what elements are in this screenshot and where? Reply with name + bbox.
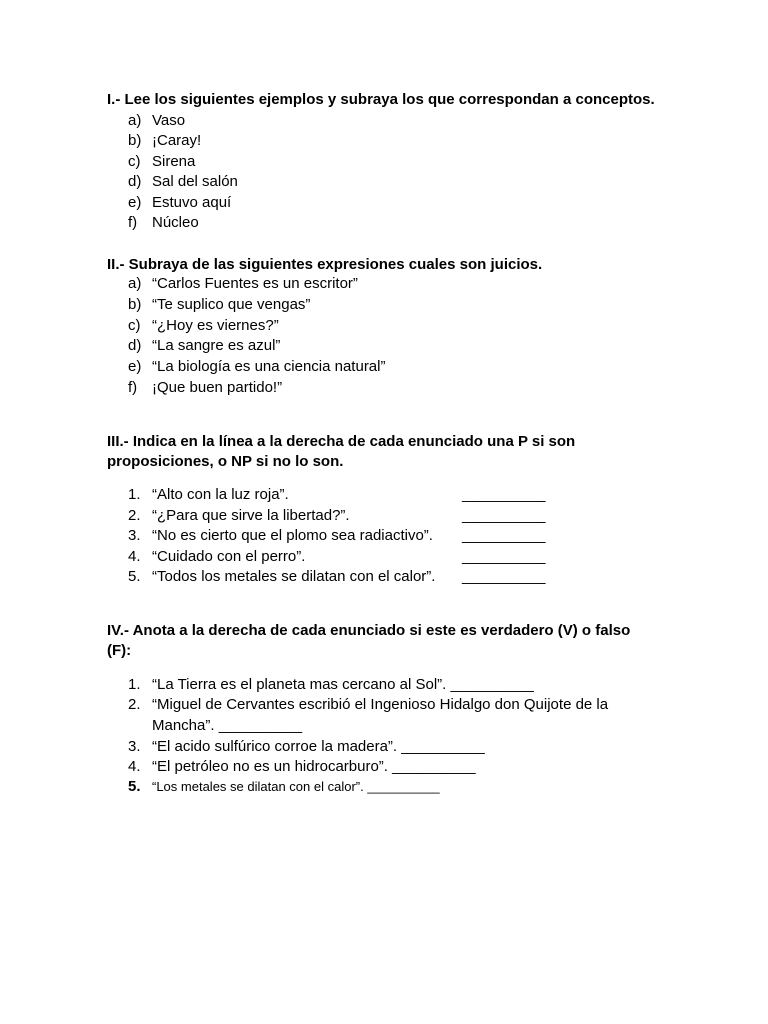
list-marker: 5. — [128, 568, 141, 585]
list-item — [128, 695, 648, 734]
list-item — [128, 757, 476, 777]
list-item — [128, 316, 279, 336]
section-4-heading: IV.- Anota a la derecha de cada enunciado si este es verdadero (V) o falso (F): — [107, 622, 631, 659]
list-marker: 4. — [128, 758, 141, 775]
list-marker: 4. — [128, 548, 141, 565]
list-marker: b) — [128, 296, 142, 313]
list-item — [128, 336, 280, 356]
list-item-text: “La sangre es azul” — [152, 337, 281, 354]
list-item — [128, 485, 289, 505]
list-item-text: ¡Caray! — [152, 132, 202, 149]
list-marker: f) — [128, 214, 138, 231]
list-item-text: “La Tierra es el planeta mas cercano al Sol”. __________ — [152, 676, 534, 693]
list-item — [128, 152, 195, 172]
list-item — [128, 378, 282, 398]
list-item-text: “La biología es una ciencia natural” — [152, 358, 386, 375]
list-marker: 1. — [128, 486, 141, 503]
list-marker: e) — [128, 358, 142, 375]
answer-blank: __________ — [462, 568, 546, 585]
list-item-text: “¿Para que sirve la libertad?”. — [152, 507, 350, 524]
list-item — [128, 274, 358, 294]
list-item-text: “Los metales se dilatan con el calor”. __________ — [152, 779, 440, 794]
section-1-heading: I.- Lee los siguientes ejemplos y subraya los que correspondan a conceptos. — [107, 91, 655, 108]
list-item-text: “Carlos Fuentes es un escritor” — [152, 275, 358, 292]
list-item-text: Núcleo — [152, 214, 199, 231]
answer-blank: __________ — [462, 527, 546, 544]
list-item-text: “No es cierto que el plomo sea radiactivo”. — [152, 527, 433, 544]
list-item-text: “¿Hoy es viernes?” — [152, 317, 279, 334]
list-item-text: “Alto con la luz roja”. — [152, 486, 289, 503]
list-marker: d) — [128, 173, 142, 190]
list-item — [128, 737, 485, 757]
list-item-text: “Todos los metales se dilatan con el calor”. — [152, 568, 436, 585]
list-marker: 3. — [128, 527, 141, 544]
list-item-text: Estuvo aquí — [152, 194, 232, 211]
list-marker: a) — [128, 275, 142, 292]
list-item-text: “Miguel de Cervantes escribió el Ingenioso Hidalgo don Quijote de la Mancha”. __________ — [152, 696, 609, 734]
list-item-text: Sal del salón — [152, 173, 238, 190]
list-item-text: “Te suplico que vengas” — [152, 296, 311, 313]
list-item-text: ¡Que buen partido!” — [152, 379, 283, 396]
list-marker: 1. — [128, 676, 141, 693]
list-item — [128, 506, 350, 526]
list-item — [128, 357, 385, 377]
list-item — [128, 777, 440, 797]
list-marker: 5. — [128, 778, 141, 795]
section-3-heading: III.- Indica en la línea a la derecha de cada enunciado una P si son proposiciones, o NP si no lo son. — [107, 433, 576, 470]
section-2-heading: II.- Subraya de las siguientes expresiones cuales son juicios. — [107, 256, 543, 273]
list-marker: b) — [128, 132, 142, 149]
list-item — [128, 526, 433, 546]
list-marker: f) — [128, 379, 138, 396]
list-item — [128, 213, 199, 233]
answer-blank: __________ — [462, 548, 546, 565]
list-item-text: “El acido sulfúrico corroe la madera”. __________ — [152, 738, 485, 755]
list-item — [128, 193, 231, 213]
list-item — [128, 547, 305, 567]
list-item-text: Sirena — [152, 153, 196, 170]
list-item — [128, 172, 238, 192]
list-item — [128, 131, 201, 151]
list-marker: c) — [128, 153, 141, 170]
list-item-text: “El petróleo no es un hidrocarburo”. __________ — [152, 758, 476, 775]
answer-blank: __________ — [462, 486, 546, 503]
list-marker: d) — [128, 337, 142, 354]
list-item-text: “Cuidado con el perro”. — [152, 548, 306, 565]
list-marker: e) — [128, 194, 142, 211]
answer-blank: __________ — [462, 507, 546, 524]
list-item — [128, 111, 185, 131]
list-marker: 2. — [128, 507, 141, 524]
list-item — [128, 295, 310, 315]
list-marker: 2. — [128, 696, 141, 713]
list-item — [128, 675, 534, 695]
list-item — [128, 567, 435, 587]
list-item-text: Vaso — [152, 112, 186, 129]
list-marker: c) — [128, 317, 141, 334]
list-marker: a) — [128, 112, 142, 129]
list-marker: 3. — [128, 738, 141, 755]
